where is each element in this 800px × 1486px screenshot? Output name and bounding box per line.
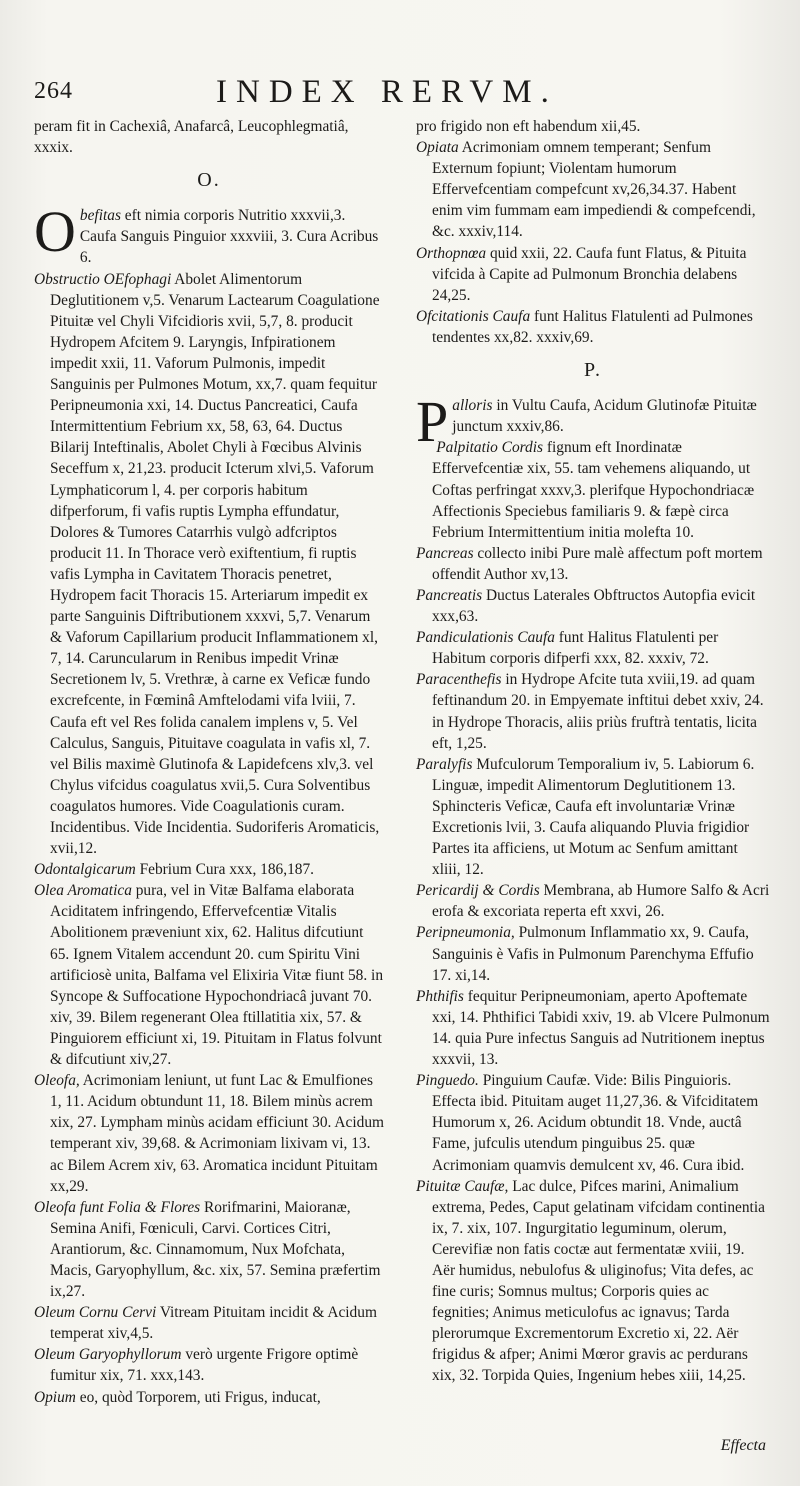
right-column [416, 116, 770, 1387]
entries-list-o-cont [416, 137, 770, 348]
index-entry [34, 880, 384, 1070]
index-entry [416, 1176, 770, 1387]
index-entry [34, 199, 384, 268]
entry-text: Rorifmarini, Maioranæ, Semina Anifi, Fœniculi, Carvi. Cortices Citri, Arantiorum, &c. Cinnamomum, Nux Mofchata, Macis, Garyophyllum, &c. xix, 57. Semina præfertim ix,27. [50, 1198, 381, 1301]
entry-headword: Oleum Cornu Cervi [34, 1304, 157, 1322]
entry-text: Membrana, ab Humore Salfo & Acri erofa & excoriata reperta eft xxvi, 26. [432, 882, 770, 921]
index-entry [416, 137, 770, 242]
entry-headword: Oleofa funt Folia & Flores [34, 1198, 201, 1216]
entry-headword: Oleofa, [34, 1072, 80, 1090]
entries-list-p [416, 389, 770, 1386]
drop-capital: O [34, 199, 76, 265]
index-entry [34, 1197, 384, 1302]
entry-text: pura, vel in Vitæ Balfama elaborata Aciditatem infringendo, Effervefcentiæ Vitalis Abolitionem præveniunt xix, 62. Halitus difcutiunt 65. Ignem Vitalem accendunt 20. cum Spiritu Vini artificiosè unita, Balfama vel Elixiria Vitæ fiunt 58. in Syncope & Suffocatione Hypochondriacâ juvant 70. xiv, 39. Bilem regenerant Olea ftillatitia xix, 57. & Pinguiorem efficiunt xi, 19. Pituitam in Flatus folvunt & difcutiunt xiv,27. [50, 882, 384, 1069]
entry-headword: Pituitæ Caufæ, [416, 1177, 509, 1195]
index-entry [34, 1344, 384, 1386]
entry-headword: Pandiculationis Caufa [416, 629, 555, 647]
running-title: INDEX RERVM. [216, 74, 558, 110]
entry-text: Febrium Cura xxx, 186,187. [135, 861, 315, 879]
index-entry [416, 243, 770, 306]
entry-text: eft nimia corporis Nutritio xxxvii,3. Caufa Sanguis Pinguior xxxviii, 3. Cura Acribus 6. [79, 207, 379, 267]
entry-text: quid xxii, 22. Caufa funt Flatus, & Pituita vifcida à Capite ad Pulmonum Bronchia delabens 24,25. [432, 244, 747, 304]
index-entry [416, 880, 770, 922]
page-number: 264 [34, 78, 73, 104]
entry-text: in Hydrope Afcite tuta xviii,19. ad quam feftinandum 20. in Empyemate inftitui debet xxiv, 24. in Hydrope Thoracis, aliis priùs fruftrà tentatis, licita eft, 1,25. [432, 671, 764, 752]
entry-headword: Paracenthefis [416, 671, 502, 689]
entry-headword: Orthopnœa [416, 244, 487, 262]
entry-text: Ductus Laterales Obftructos Autopfia evicit xxx,63. [432, 586, 756, 626]
index-entry [416, 1070, 770, 1175]
entry-headword: Opiata [416, 139, 459, 157]
index-entry [416, 986, 770, 1070]
index-entry [416, 922, 770, 985]
entry-text: Abolet Alimentorum Deglutitionem v,5. Venarum Lactearum Coagulatione Pituitæ vel Chyli Vifcidioris xvii, 5,7, 8. producit Hydropem Afcitem 9. Laryngis, Infpirationem impedit xxii, 11. Vaforum Pulmonis, impedit Sanguinis per Pulmones Motum, xx,7. quam fequitur Peripneumonia xxi, 14. Ductus Pancreatici, Caufa Intermittentium Febrium xx, 58, 63, 64. Ductus Bilarij Inteftinalis, Abolet Chyli à Fœcibus Alvinis Seceffum x, 21,23. producit Icterum xlvi,5. Vaforum Lymphaticorum l, 4. per corporis habitum difperforum, fi vafis ruptis Lympha effundatur, Dolores & Tumores Catarrhis vulgò adfcriptos producit 11. In Thorace verò exiftentium, fi ruptis vafis Lympha in Cavitatem Thoracis penetret, Hydropem facit Thoracis 15. Arteriarum impedit ex parte Sanguinis Diftributionem xxxvi, 5,7. Venarum & Vaforum Capillarium producit Inflammationem xl, 7, 14. Caruncularum in Renibus impedit Vrinæ Secretionem lv, 5. Vrethræ, à carne ex Veficæ fundo excrefcente, in Fœminâ Amftelodami vifa lviii, 7. Caufa eft vel Res folida canalem implens v, 5. Vel Calculus, Sanguis, Pituitave coagulata in vafis xl, 7. vel Bilis maximè Glutinofa & Lapidefcens xlv,3. vel Chylus vifcidus coagulatus xvii,5. Cura Solventibus coagulatos humores. Vide Coagulationis curam. Incidentibus. Vide Incidentia. Sudoriferis Aromaticis, xvii,12. [50, 270, 380, 858]
entry-headword: alloris [452, 397, 493, 415]
left-column [34, 116, 384, 1408]
entry-headword: Pericardij & Cordis [416, 882, 540, 900]
section-letter-o: O. [197, 169, 221, 192]
index-entry [416, 437, 770, 542]
entry-text: Pinguium Caufæ. Vide: Bilis Pinguioris. Effecta ibid. Pituitam auget 11,27,36. & Vifciditatem Humorum x, 26. Acidum obtundit 18. Vnde, auctâ Fame, jufculis utendum pinguibus 25. quæ Acrimoniam quamvis demulcent xv, 46. Cura ibid. [432, 1072, 759, 1174]
entry-headword: Pancreas [416, 544, 474, 562]
entry-headword: Olea Aromatica [34, 882, 132, 900]
page-header [34, 74, 764, 110]
entry-text: Lac dulce, Pifces marini, Animalium extrema, Pedes, Caput gelatinam vifcidam continentia ix, 7. xix, 107. Ingurgitatio leguminum, olerum, Cerevifiæ non fatis coctæ aut fermentatæ xviii, 19. Aër humidus, nebulofus & uliginofus; Vita defes, ac fine curis; Somnus multus; Corporis quies ac fegnities; Animus meticulofus ac ignavus; Tarda plerorumque Excrementorum Excretio xi, 22. Aër frigidus & afper; Animi Mœror gravis ac perdurans xix, 32. Torpida Quies, Ingenium hebes xiii, 14,25. [432, 1177, 765, 1385]
entry-text: Mufculorum Temporalium iv, 5. Labiorum 6. Linguæ, impedit Alimentorum Deglutitionem 13. Sphincteris Veficæ, Caufa eft involuntariæ Vrinæ Excretionis lvii, 3. Caufa aliquando Pluvia frigidior Partes ita afficiens, ut Motum ac Senfum amittant xliii, 12. [432, 755, 755, 879]
index-entry [416, 627, 770, 669]
continuation-text: peram fit in Cachexiâ, Anafarcâ, Leucophlegmatiâ, xxxix. [34, 118, 349, 157]
entries-list-o [34, 199, 384, 1407]
section-letter-p: P. [584, 359, 602, 382]
entry-text: Vitream Pituitam incidit & Acidum temperat xiv,4,5. [50, 1304, 377, 1343]
entry-text: fignum eft Inordinatæ Effervefcentiæ xix, 55. tam vehemens aliquando, ut Coftas perfringat xxxv,3. plerifque Hypochondriacæ Affectionis Speciebus familiaris 9. & fæpè circa Febrium Intermittentium initia molefta 10. [432, 439, 755, 541]
entry-headword: Pinguedo. [416, 1072, 479, 1090]
index-entry [34, 1302, 384, 1344]
entry-headword: Oleum Garyophyllorum [34, 1346, 182, 1364]
entry-text: collecto inibi Pure malè affectum poft mortem offendit Author xv,13. [432, 544, 763, 583]
index-entry [34, 269, 384, 860]
entry-headword: Peripneumonia, [416, 924, 515, 942]
entry-text: funt Halitus Flatulenti ad Pulmones tendentes xx,82. xxxiv,69. [432, 307, 753, 346]
index-entry [416, 585, 770, 627]
entry-headword: befitas [79, 207, 121, 225]
entry-headword: Ofcitationis Caufa [416, 307, 531, 325]
entry-text: fequitur Peripneumoniam, aperto Apoftemate xxi, 14. Phthifici Tabidi xxiv, 19. ab Vlcere Pulmonum 14. quia Pure infectus Sanguis ad Nutritionem ineptus xxxvii, 13. [432, 987, 770, 1069]
entry-text: Pulmonum Inflammatio xx, 9. Caufa, Sanguinis è Vafis in Pulmonum Parenchyma Effufio 17. xi,14. [432, 924, 754, 984]
drop-capital: P [416, 389, 449, 455]
entry-headword: Palpitatio Cordis [436, 439, 544, 457]
index-entry [34, 1387, 384, 1408]
index-entry [416, 543, 770, 585]
entry-text: Acrimoniam leniunt, ut funt Lac & Emulfiones 1, 11. Acidum obtundunt 11, 18. Bilem minùs acrem xix, 27. Lympham minùs acidam efficiunt 30. Acidum temperant xiv, 39,68. & Acrimoniam lixivam vi, 13. ac Bilem Acrem xiv, 63. Aromatica incidunt Pituitam xx,29. [50, 1072, 384, 1195]
index-entry [416, 306, 770, 348]
index-entry [416, 669, 770, 753]
entry-headword: Phthifis [416, 987, 464, 1005]
index-entry [34, 1070, 384, 1197]
entry-headword: Obstructio OEfophagi [34, 270, 172, 288]
entry-headword: Odontalgicarum [34, 861, 136, 879]
entry-text: verò urgente Frigore optimè fumitur xix, 71. xxx,143. [50, 1346, 359, 1385]
continuation-text: pro frigido non eft habendum xii,45. [416, 118, 641, 135]
entry-headword: Paralyfis [416, 755, 473, 773]
entry-text: Acrimoniam omnem temperant; Senfum Externum fopiunt; Violentam humorum Effervefcentiam compefcunt xv,26,34.37. Habent enim vim fummam eam impediendi & compefcendi, &c. xxxiv,114. [432, 139, 756, 241]
index-entry [34, 859, 384, 880]
entry-text: in Vultu Caufa, Acidum Glutinofæ Pituitæ junctum xxxiv,86. [452, 397, 757, 436]
entry-headword: Pancreatis [416, 586, 483, 604]
index-entry [416, 754, 770, 881]
entry-headword: Opium [34, 1388, 76, 1406]
entry-text: funt Halitus Flatulenti per Habitum corporis difperfi xxx, 82. xxxiv, 72. [432, 629, 719, 668]
entry-text: eo, quòd Torporem, uti Frigus, inducat, [75, 1388, 321, 1406]
catchword: Effecta [720, 1437, 766, 1454]
